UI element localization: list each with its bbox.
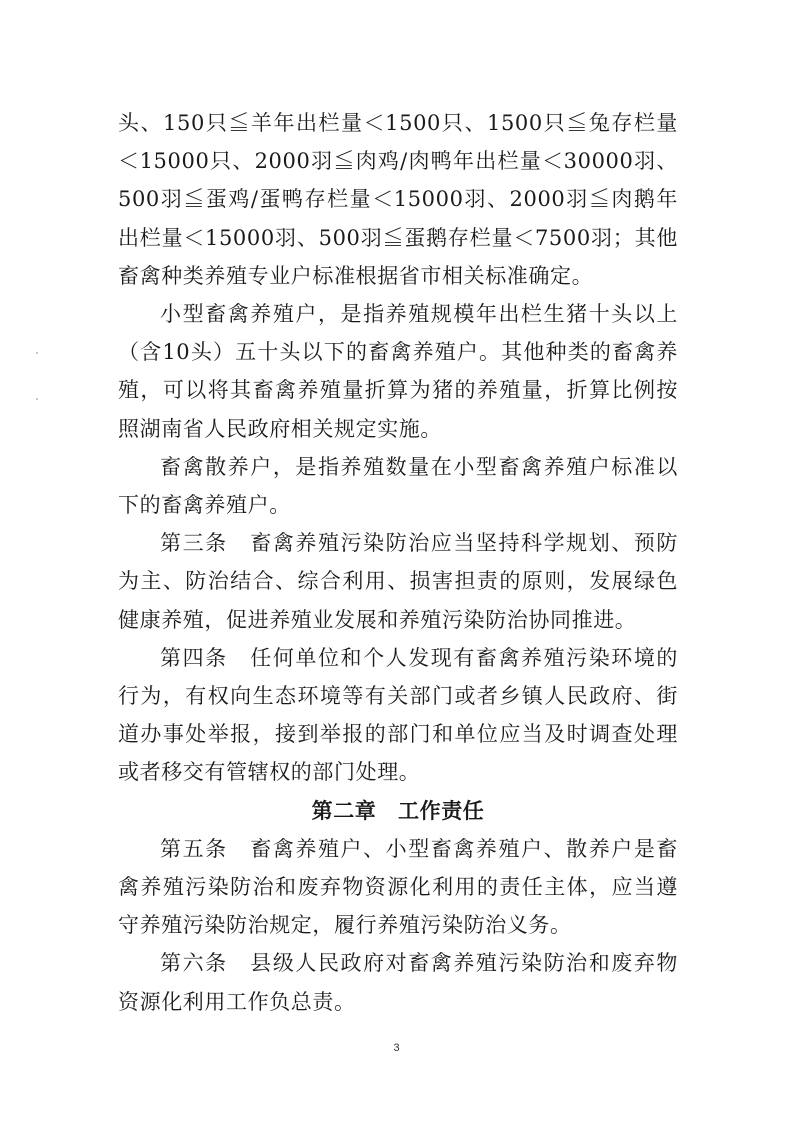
paragraph-scattered-farm-definition: 畜禽散养户，是指养殖数量在小型畜禽养殖户标准以下的畜禽养殖户。 [118,454,678,518]
article-4: 第四条 任何单位和个人发现有畜禽养殖污染环境的行为，有权向生态环境等有关部门或者乡镇人民政府、街道办事处举报，接到举报的部门和单位应当及时调查处理或者移交有管辖权的部门处理。 [118,645,678,785]
scan-mark [36,352,38,354]
chapter-heading: 第二章 工作责任 [311,797,485,823]
scan-mark [36,398,38,400]
page-number: 3 [393,1042,400,1054]
article-6: 第六条 县级人民政府对畜禽养殖污染防治和废弃物资源化利用工作负总责。 [118,951,678,1014]
article-3: 第三条 畜禽养殖污染防治应当坚持科学规划、预防为主、防治结合、综合利用、损害担责的原则，发展绿色健康养殖，促进养殖业发展和养殖污染防治协同推进。 [118,531,678,632]
paragraph-small-farm-definition: 小型畜禽养殖户，是指养殖规模年出栏生猪十头以上（含10头）五十头以下的畜禽养殖户。其他种类的畜禽养殖，可以将其畜禽养殖量折算为猪的养殖量，折算比例按照湖南省人民政府相关规定实施。 [118,302,678,441]
paragraph-livestock-standards: 头、150只≦羊年出栏量＜1500只、1500只≦兔存栏量＜15000只、2000羽≦肉鸡/肉鸭年出栏量＜30000羽、500羽≦蛋鸡/蛋鸭存栏量＜15000羽、2000羽≦肉鹅年出栏量＜15000羽、500羽≦蛋鹅存栏量＜7500羽；其他畜禽种类养殖专业户标准根据省市相关标准确定。 [118,111,678,288]
article-5: 第五条 畜禽养殖户、小型畜禽养殖户、散养户是畜禽养殖污染防治和废弃物资源化利用的责任主体，应当遵守养殖污染防治规定，履行养殖污染防治义务。 [118,836,678,938]
document-body [118,104,678,1021]
